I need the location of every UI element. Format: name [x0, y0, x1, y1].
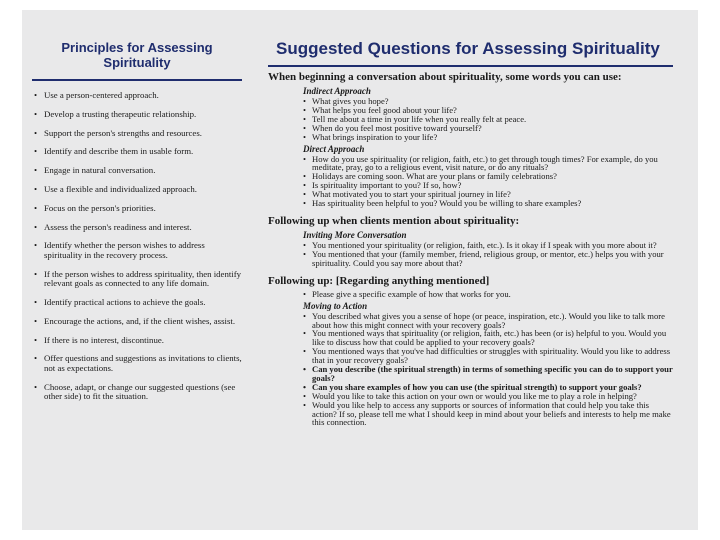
- moving-to-action-heading: Moving to Action: [303, 300, 368, 311]
- questions-title-rule: [268, 65, 673, 67]
- principle-item: • Support the person's strengths and resources.: [32, 129, 242, 139]
- section-beginning-heading: When beginning a conversation about spirituality, some words you can use:: [268, 71, 622, 83]
- principles-title: [32, 40, 242, 70]
- question-item: • You described what gives you a sense of hope (or peace, inspiration, etc.). Would you like to talk more about how this might connect with your recovery goals?: [303, 312, 673, 330]
- principles-column: [32, 40, 242, 411]
- question-item: • You mentioned ways that spirituality (or religion, faith, etc.) has been (or is) helpful to you. Would you like to discuss how that could be applied to your recovery goals?: [303, 329, 673, 347]
- indirect-approach-heading: Indirect Approach: [303, 86, 371, 96]
- question-item: • You mentioned your spirituality (or religion, faith, etc.). Is it okay if I speak with you more about it?: [303, 241, 673, 250]
- inviting-more-conversation-heading: Inviting More Conversation: [303, 229, 407, 240]
- principle-item: • Assess the person's readiness and interest.: [32, 223, 242, 233]
- question-item: • Holidays are coming soon. What are your plans or family celebrations?: [303, 172, 673, 181]
- principle-item: • Choose, adapt, or change our suggested questions (see other side) to fit the situation.: [32, 383, 242, 402]
- question-item: • What gives you hope?: [303, 97, 673, 106]
- question-item: • Would you like to take this action on your own or would you like me to play a role in helping?: [303, 392, 673, 401]
- principles-title-line2: Spirituality: [103, 55, 171, 70]
- moving-to-action-list: [268, 312, 673, 428]
- principle-item: • If the person wishes to address spirituality, then identify relevant goals as connected to any life domain.: [32, 270, 242, 289]
- section-follow-up-anything-heading: Following up: [Regarding anything mentioned]: [268, 274, 490, 287]
- principles-title-rule: [32, 79, 242, 81]
- principles-list: [32, 91, 242, 402]
- principle-item: • Use a person-centered approach.: [32, 91, 242, 101]
- question-item: • Has spirituality been helpful to you? Would you be willing to share examples?: [303, 199, 673, 208]
- principle-item: • Identify whether the person wishes to address spirituality in the recovery process.: [32, 241, 242, 260]
- question-item: • Would you like help to access any supports or sources of information that could help you take this action? If so, please tell me what I should keep in mind about your beliefs and interests to help me make this connection.: [303, 401, 673, 428]
- principle-item: • If there is no interest, discontinue.: [32, 336, 242, 346]
- section-follow-up-spirituality-heading: Following up when clients mention about spirituality:: [268, 214, 520, 227]
- direct-approach-heading: Direct Approach: [303, 143, 365, 154]
- principle-item: • Encourage the actions, and, if the client wishes, assist.: [32, 317, 242, 327]
- question-item: • What helps you feel good about your life?: [303, 106, 673, 115]
- inviting-conversation-list: [268, 241, 673, 268]
- question-item: • You mentioned that your (family member, friend, religious group, or mentor, etc.) helps you with your spirituality. Could you say more about that?: [303, 250, 673, 268]
- question-item: • Tell me about a time in your life when you really felt at peace.: [303, 115, 673, 124]
- question-item: • When do you feel most positive toward yourself?: [303, 124, 673, 133]
- principle-item: • Focus on the person's priorities.: [32, 204, 242, 214]
- question-item: • What motivated you to start your spiritual journey in life?: [303, 190, 673, 199]
- question-item: • Is spirituality important to you? If so, how?: [303, 181, 673, 190]
- indirect-approach-list: [268, 97, 673, 142]
- principle-item: • Use a flexible and individualized approach.: [32, 185, 242, 195]
- question-item: • How do you use spirituality (or religion, faith, etc.) to get through tough times? For example, do you meditate, pray, go to a religious event, visit nature, or do any rituals?: [303, 155, 673, 173]
- direct-approach-list: [268, 155, 673, 208]
- principle-item: • Engage in natural conversation.: [32, 166, 242, 176]
- principle-item: • Develop a trusting therapeutic relationship.: [32, 110, 242, 120]
- question-item-bold: • Can you describe (the spiritual strength) in terms of something specific you can do to support your goals?: [303, 365, 673, 383]
- question-item: • You mentioned ways that you've had difficulties or struggles with spirituality. Would you like to address that in your recovery goals?: [303, 347, 673, 365]
- principle-item: • Identify practical actions to achieve the goals.: [32, 298, 242, 308]
- follow-up-first-list: [268, 290, 673, 299]
- questions-column: [268, 38, 673, 427]
- question-item-bold: • Can you share examples of how you can use (the spiritual strength) to support your goals?: [303, 383, 673, 392]
- principle-item: • Offer questions and suggestions as invitations to clients, not as expectations.: [32, 354, 242, 373]
- question-item: • What brings inspiration to your life?: [303, 133, 673, 142]
- principles-title-line1: Principles for Assessing: [61, 40, 213, 55]
- question-item: • Please give a specific example of how that works for you.: [303, 290, 673, 299]
- principle-item: • Identify and describe them in usable form.: [32, 147, 242, 157]
- questions-title: Suggested Questions for Assessing Spirituality: [276, 39, 660, 58]
